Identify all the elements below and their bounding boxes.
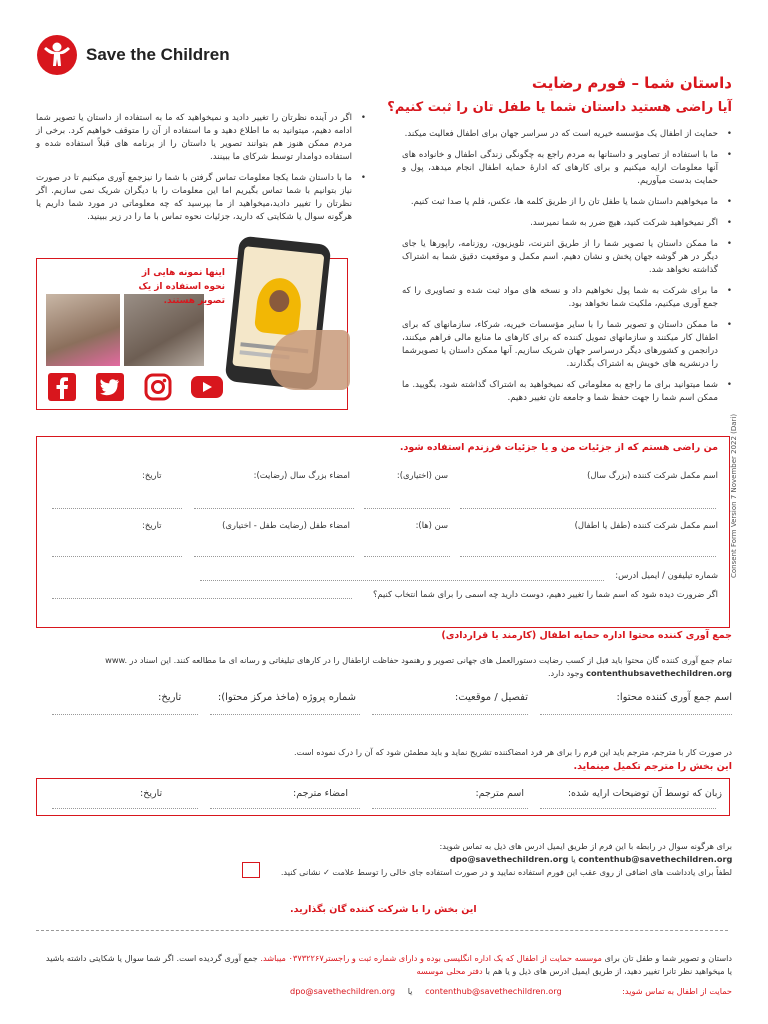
page-title: داستان شما – فورم رضایت bbox=[531, 74, 732, 92]
adult-name-label: اسم مکمل شرکت کننده (بزرگ سال) bbox=[587, 470, 718, 480]
instagram-icon bbox=[142, 372, 174, 402]
age-optional-field[interactable] bbox=[364, 508, 450, 509]
adult-signature-field[interactable] bbox=[194, 508, 354, 509]
collector-date-field[interactable] bbox=[52, 714, 198, 715]
form-version-text: Consent Form Version 7 November 2022 (Dari) bbox=[730, 413, 738, 578]
notes-checkbox[interactable] bbox=[242, 862, 260, 878]
child-signature-field[interactable] bbox=[194, 556, 354, 557]
translator-heading: این بخش را مترجم تکمیل مینماید. bbox=[573, 761, 732, 772]
collector-date-label: تاریخ: bbox=[158, 692, 182, 703]
name-question-label: اگر ضرورت دیده شود که اسم شما را تغییر دهیم، دوست دارید چه اسمی را برای شما انتخاب کنیم؟ bbox=[372, 589, 718, 599]
page-subtitle: آیا راضی هستید داستان شما یا طفل تان را ثبت کنیم؟ bbox=[387, 100, 732, 115]
facebook-icon bbox=[46, 372, 78, 402]
bullet-item: • اگر نمیخواهید شرکت کنید، هیچ ضرر به شما نمیرسد. bbox=[402, 217, 732, 230]
bullet-item: • شما میتوانید برای ما راجع به معلوماتی که نمیخواهید به اشتراک گذاشته شود، بگویید. ما ممکن اسم شما را جهت حفظ شما و جامعه تان تغییر دهیم. bbox=[402, 379, 732, 405]
collector-heading: جمع آوری کننده محتوا اداره حمایه اطفال (کارمند یا قراردادی) bbox=[441, 630, 732, 641]
footer-divider bbox=[36, 930, 728, 931]
translator-signature-label: امضاء مترجم: bbox=[293, 788, 348, 799]
logo bbox=[36, 34, 230, 76]
child-name-field[interactable] bbox=[460, 556, 716, 557]
contact-emails: dpo@savethechildren.org یا contenthub@savethechildren.org bbox=[450, 854, 733, 864]
bullet-item: • ما برای شرکت به شما پول نخواهیم داد و نسخه های مواد ثبت شده و تصاویری را که جمع آوری میکنیم، ملکیت شما نخواهد بود. bbox=[402, 285, 732, 311]
translator-name-label: اسم مترجم: bbox=[475, 788, 524, 799]
date-field-2[interactable] bbox=[52, 556, 182, 557]
hand-image bbox=[270, 330, 350, 390]
footer-office: دفتر محلی موسسه bbox=[416, 966, 483, 976]
collector-text: تمام جمع آوری کننده گان محتوا باید قبل از کسب رضایت دستورالعمل های جهانی تصویر و رهنمود حفاظت ازاطفال را در کارهای تبلیغاتی و رسانه ای ما مطالعه کنند. این اسناد در www. contenthubsavethechildren.org وجود دارد. bbox=[105, 655, 732, 678]
consent-heading: من راضی هستم که از جزئیات من و یا جزئیات فرزندم استفاده شود. bbox=[399, 442, 718, 453]
consent-form-box bbox=[36, 436, 730, 628]
footer-emails: dpo@savethechildren.org یا contenthub@savethechildren.org bbox=[290, 986, 562, 996]
adult-name-field[interactable] bbox=[460, 508, 716, 509]
bullet-item: • ما با استفاده از تصاویر و داستانها به مردم راجع به چگونگی زندگی اطفال و خانواده های آنها معلومات ارایه میکنیم و برای کارهای که ادارهٔ حمایه اطفال انجام میدهد، پول و حمایت بدست میآوریم. bbox=[402, 149, 732, 188]
name-question-field[interactable] bbox=[52, 598, 352, 599]
contact-label: شماره تیلیفون / ایمیل ادرس: bbox=[615, 570, 718, 580]
translator-signature-field[interactable] bbox=[210, 808, 360, 809]
bullet-item: • اگر در آینده نظرتان را تغییر دادید و نمیخواهید که ما به استفاده از داستان یا تصویر شما ادامه دهیم، میتوانید به ما اطلاع دهید و ما استفاده از آن را متوقف خواهیم کرد. برخی از مردم ممکن هنوز هم بتوانند تصویر یا داستان را از برنامه های قبلاً استفاده شده و استفاده دوامدار توسط شرکای ما ببینند. bbox=[36, 112, 366, 164]
translator-date-field[interactable] bbox=[52, 808, 198, 809]
ages-label: سن (ها): bbox=[415, 520, 448, 530]
ages-field[interactable] bbox=[364, 556, 450, 557]
footer-contact-label: حمایت از اطفال به تماس شوید: bbox=[622, 986, 732, 996]
adult-signature-label: امضاء بزرگ سال (رضایت): bbox=[253, 470, 350, 480]
twitter-icon bbox=[94, 372, 126, 402]
logo-text: Save the Children bbox=[86, 45, 230, 64]
contact-email-dpo[interactable]: dpo@savethechildren.org bbox=[450, 854, 569, 864]
language-label: زبان که توسط آن توضیحات ارایه شده: bbox=[567, 788, 722, 799]
checkbox-text: لطفاً برای یادداشت های اضافی از روی عقب این فورم استفاده نمایید و در صورت استفاده جای خالی را توسط علامت ✓ نشانی کنید. bbox=[280, 867, 732, 877]
collector-role-label: تفصیل / موقعیت: bbox=[454, 692, 528, 703]
collector-url[interactable]: contenthubsavethechildren.org bbox=[586, 668, 732, 678]
translator-name-field[interactable] bbox=[372, 808, 528, 809]
translator-date-label: تاریخ: bbox=[140, 788, 163, 799]
date-label-2: تاریخ: bbox=[142, 520, 162, 530]
footer-text: داستان و تصویر شما و طفل تان برای موسسه حمایت از اطفال که یک اداره انگلیسی بوده و دارای شماره ثبت و راجستر۰۳۷۳۲۲۶۷ میباشد. جمع آوری گردیده است. اگر شما سوال یا شکایتی داشته باشید یا میخواهید نظر تانرا تغییر دهید، از طریق ایمیل ادرس های ذیل و یا هم با دفتر محلی موسسه bbox=[45, 953, 732, 976]
language-field[interactable] bbox=[540, 808, 716, 809]
bullet-item: • ما ممکن داستان یا تصویر شما را از طریق انترنت، تلویزیون، روزنامه، راپورها یا جای دیگر در هر گوشه جهان پخش و نشان دهیم. اسم مکمل و موقعیت دقیق شما به اشتراک گذاشته نخواهد شد. bbox=[402, 238, 732, 277]
save-the-children-logo-icon bbox=[36, 34, 78, 76]
child-photo-1 bbox=[46, 294, 120, 366]
social-icons bbox=[46, 372, 224, 402]
bullet-item: • ما با داستان شما یکجا معلومات تماس گرفتن با شما را نیزجمع آوری میکنیم تا در صورت نیاز بتوانیم با شما تماس بگیریم اما این معلومات را با دیگران شریک نمی سازیم. اگر نظرتان را تغییر دادید،میخواهید از ما بپرسید که چه معلوماتی در مورد شما داریم یا هرگونه سوال یا شکایتی که دارید، جزئیات نحوه تماس با ما را در زیر ببینید. bbox=[36, 172, 366, 224]
contact-field[interactable] bbox=[200, 580, 604, 581]
contact-email-contenthub[interactable]: contenthub@savethechildren.org bbox=[578, 854, 733, 864]
footer-org: موسسه حمایت از اطفال که یک اداره انگلیسی بوده و دارای شماره ثبت و راجستر۰۳۷۳۲۲۶۷ میباشد. bbox=[260, 953, 602, 963]
footer-email-contenthub[interactable]: contenthub@savethechildren.org bbox=[425, 986, 562, 996]
bullet-item: • ما میخواهیم داستان شما یا طفل تان را از طریق کلمه ها، عکس، فلم یا صدا ثبت کنیم. bbox=[402, 196, 732, 209]
date-label-1: تاریخ: bbox=[142, 470, 162, 480]
right-bullets bbox=[402, 128, 732, 413]
date-field-1[interactable] bbox=[52, 508, 182, 509]
contact-text: برای هرگونه سوال در رابطه با این فرم از طریق ایمیل ادرس های ذیل به تماس شوید: bbox=[439, 841, 732, 851]
project-number-field[interactable] bbox=[210, 714, 360, 715]
age-optional-label: سن (اختیاری): bbox=[396, 470, 448, 480]
bullet-item: • حمایت از اطفال یک مؤسسه خیریه است که در سراسر جهان برای اطفال فعالیت میکند. bbox=[402, 128, 732, 141]
left-bullets bbox=[36, 112, 366, 232]
child-name-label: اسم مکمل شرکت کننده (طفل یا اطفال) bbox=[574, 520, 718, 530]
collector-name-field[interactable] bbox=[540, 714, 732, 715]
photo-caption: اینها نمونه هایی از نحوه استفاده از یک تصویر هستند. bbox=[138, 268, 225, 306]
footer-email-dpo[interactable]: dpo@savethechildren.org bbox=[290, 986, 396, 996]
child-signature-label: امضاء طفل (رضایت طفل - اختیاری) bbox=[222, 520, 350, 530]
project-number-label: شماره پروژه (ماخذ مرکز محتوا): bbox=[217, 692, 356, 703]
collector-role-field[interactable] bbox=[372, 714, 528, 715]
youtube-icon bbox=[190, 372, 224, 402]
bullet-item: • ما ممکن داستان و تصویر شما را با سایر مؤسسات خیریه، شرکاء، سازمانهای که برای اطفال کار میکنند و سازمانهای تمویل کننده که برای کارهای ما منابع مالی فراهم میکنند، درانجمن و کشورهای دیگر درسراسر جهان شریک سازیم. آنها ممکن داستان یا تصویرشما را درنشریه های خویش به اشتراک بگذارند. bbox=[402, 319, 732, 371]
keep-notice: این بخش را با شرکت کننده گان بگذارید. bbox=[290, 904, 477, 915]
collector-name-label: اسم جمع آوری کننده محتوا: bbox=[616, 692, 732, 703]
translator-text: در صورت کار با مترجم، مترجم باید این فرم را برای هر فرد امضاکننده تشریح نماید و باید مطمئن شود که آن را درک نموده است. bbox=[294, 747, 732, 757]
